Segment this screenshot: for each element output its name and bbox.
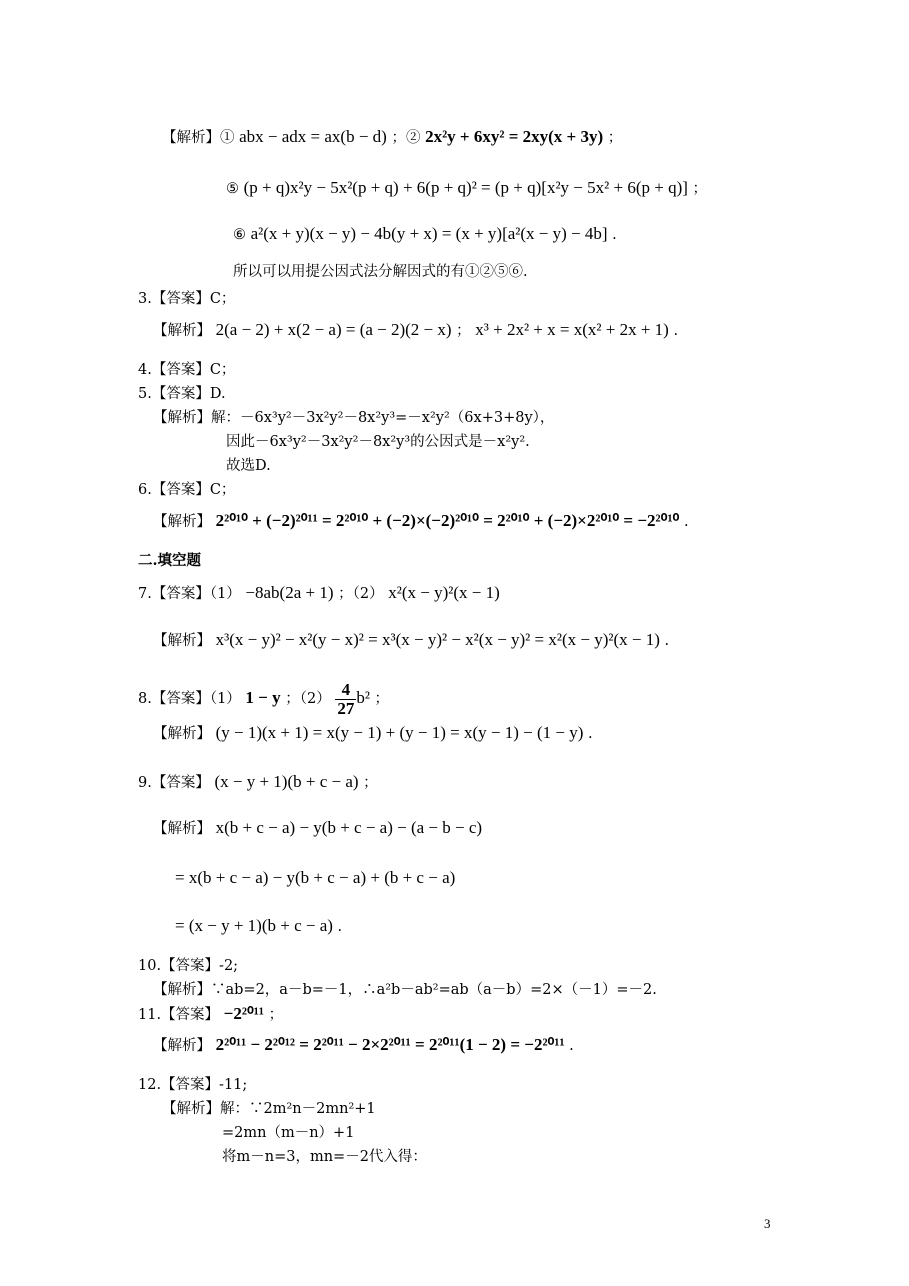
- analysis-label: 【解析】: [153, 726, 211, 742]
- answer-label: 11.【答案】: [138, 1007, 220, 1023]
- analysis-3: [153, 320, 678, 341]
- answer-label: 7.【答案】（1）: [138, 586, 241, 602]
- formula: −2²⁰¹¹: [223, 1004, 264, 1023]
- answer-12: 12.【答案】-11;: [138, 1077, 248, 1093]
- answer-3: 3.【答案】C；: [138, 291, 236, 307]
- fraction: [335, 681, 356, 718]
- item-marker: ⑤: [226, 181, 239, 197]
- analysis-7: [153, 630, 669, 651]
- analysis-label: 【解析】: [153, 633, 211, 649]
- analysis-12-line-3: 将m－n=3，mn=－2代入得：: [222, 1149, 427, 1165]
- formula: x³(x − y)² − x²(y − x)² = x³(x − y)² − x²(x − y)² = x²(x − y)²(x − 1): [215, 630, 660, 649]
- analysis-9: [153, 818, 482, 839]
- analysis-label: 【解析】: [153, 514, 211, 530]
- formula: (p + q)x²y − 5x²(p + q) + 6(p + q)² = (p + q)[x²y − 5x² + 6(p + q)]: [243, 178, 688, 197]
- analysis-12-line-2: =2mn（m－n）+1: [222, 1125, 355, 1141]
- separator: ；: [268, 1007, 284, 1023]
- separator: ；（2）: [285, 691, 331, 707]
- answer-7: [138, 583, 500, 604]
- analysis-label: 【解析】①: [162, 130, 235, 146]
- analysis-5-line-3: 故选D.: [226, 458, 271, 474]
- answer-5: 5.【答案】D.: [138, 386, 226, 402]
- answer-6: 6.【答案】C；: [138, 482, 236, 498]
- formula: −8ab(2a + 1): [245, 583, 334, 602]
- formula: x²(x − y)²(x − 1): [388, 583, 500, 602]
- analysis-8: [153, 723, 593, 744]
- punctuation: .: [588, 726, 593, 742]
- punctuation: .: [664, 633, 670, 649]
- answer-10: 10.【答案】-2;: [138, 958, 239, 974]
- answer-label: 8.【答案】（1）: [138, 691, 241, 707]
- formula: 1 − y: [245, 688, 281, 707]
- section-heading: 二.填空题: [138, 552, 202, 569]
- punctuation: .: [337, 919, 343, 935]
- separator: ；②: [391, 130, 421, 146]
- analysis-12: 【解析】解：∵2m²n－2mn²+1: [162, 1101, 376, 1117]
- formula-step-final: [175, 916, 342, 937]
- punctuation: .: [569, 1038, 574, 1054]
- punctuation: .: [683, 514, 689, 530]
- page-number: 3: [764, 1216, 771, 1231]
- formula: 2x²y + 6xy² = 2xy(x + 3y): [425, 127, 604, 146]
- answer-label: 9.【答案】: [138, 775, 210, 791]
- answer-8: [138, 676, 389, 720]
- denominator: 27: [337, 698, 355, 718]
- punctuation: .: [673, 323, 679, 339]
- separator: ；: [374, 691, 390, 707]
- analysis-line-2: [226, 178, 707, 199]
- separator: ；: [456, 323, 471, 339]
- punctuation: .: [612, 227, 617, 243]
- formula: a²(x + y)(x − y) − 4b(y + x) = (x + y)[a²(x − y) − 4b]: [250, 224, 608, 243]
- item-marker: ⑥: [233, 227, 246, 243]
- analysis-label: 【解析】: [153, 323, 211, 339]
- analysis-11: [153, 1035, 574, 1056]
- formula: abx − adx = ax(b − d): [239, 127, 387, 146]
- formula: 2²⁰¹¹ − 2²⁰¹² = 2²⁰¹¹ − 2×2²⁰¹¹ = 2²⁰¹¹(1 − 2) = −2²⁰¹¹: [215, 1035, 565, 1054]
- conclusion-text: 所以可以用提公因式法分解因式的有①②⑤⑥.: [233, 264, 528, 280]
- analysis-5: 【解析】解：－6x³y²－3x²y²－8x²y³=－x²y²（6x+3+8y），: [153, 410, 555, 426]
- analysis-line-3: [233, 224, 617, 245]
- analysis-10: 【解析】∵ab=2，a－b=－1，∴a²b－ab²=ab（a－b）=2×（－1）=－2.: [153, 982, 657, 998]
- formula: b²: [356, 688, 370, 707]
- answer-4: 4.【答案】C；: [138, 362, 236, 378]
- separator: ；: [692, 181, 708, 197]
- formula: 2²⁰¹⁰ + (−2)²⁰¹¹ = 2²⁰¹⁰ + (−2)×(−2)²⁰¹⁰ = 2²⁰¹⁰ + (−2)×2²⁰¹⁰ = −2²⁰¹⁰: [215, 511, 680, 530]
- formula: (x − y + 1)(b + c − a): [214, 772, 359, 791]
- numerator: 4: [335, 681, 356, 700]
- formula: x(b + c − a) − y(b + c − a) − (a − b − c): [215, 818, 483, 837]
- formula: 2(a − 2) + x(2 − a) = (a − 2)(2 − x): [215, 320, 452, 339]
- separator: ；: [363, 775, 378, 791]
- analysis-label: 【解析】: [153, 821, 211, 837]
- analysis-label: 【解析】: [153, 1038, 211, 1054]
- analysis-line-1: [162, 127, 622, 148]
- answer-11: [138, 1004, 283, 1025]
- answer-9: [138, 772, 378, 793]
- analysis-6: [153, 511, 689, 532]
- formula: x³ + 2x² + x = x(x² + 2x + 1): [475, 320, 669, 339]
- separator: ；: [607, 130, 623, 146]
- analysis-5-line-2: 因此－6x³y²－3x²y²－8x²y³的公因式是－x²y².: [226, 434, 530, 450]
- formula: = (x − y + 1)(b + c − a): [175, 916, 333, 935]
- separator: ；（2）: [338, 586, 384, 602]
- formula-step: = x(b + c − a) − y(b + c − a) + (b + c − a): [175, 868, 456, 887]
- formula: (y − 1)(x + 1) = x(y − 1) + (y − 1) = x(y − 1) − (1 − y): [215, 723, 584, 742]
